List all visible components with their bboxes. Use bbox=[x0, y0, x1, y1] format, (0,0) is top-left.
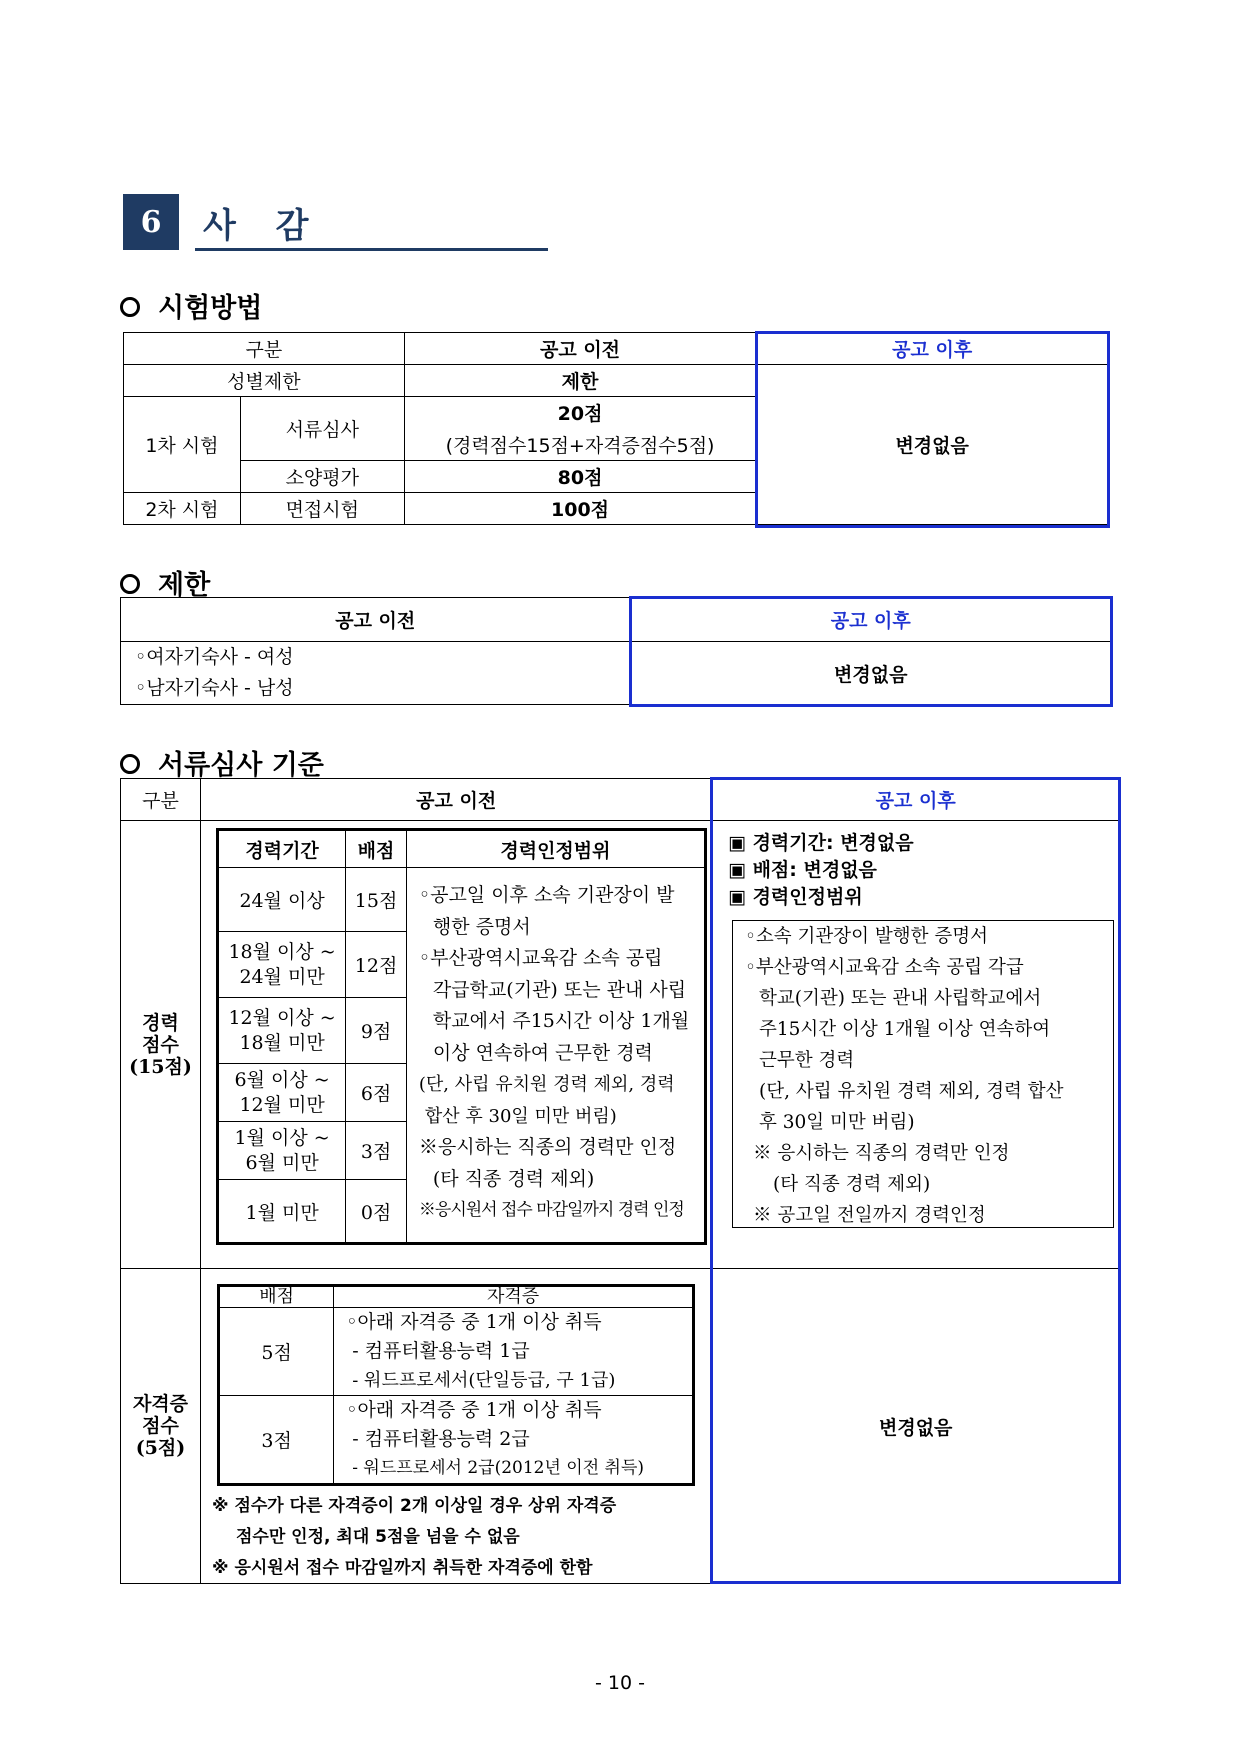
heading-text: 제한 bbox=[158, 570, 211, 601]
heading-text: 시험방법 bbox=[158, 293, 263, 324]
cert-after: 변경없음 bbox=[712, 1269, 1120, 1584]
cert-note: 점수만 인정, 최대 5점을 넘을 수 없음 bbox=[236, 1527, 520, 1547]
after-box-line: (타 직종 경력 제외) bbox=[773, 1174, 931, 1195]
header-period: 경력기간 bbox=[218, 830, 346, 868]
heading-exam-method bbox=[120, 286, 262, 325]
header-before: 공고 이전 bbox=[121, 598, 630, 642]
cert-line: - 컴퓨터활용능력 2급 bbox=[352, 1428, 530, 1450]
after-box-line: ◦부산광역시교육감 소속 공립 각급 bbox=[745, 957, 1024, 978]
after-item: ▣ 배점: 변경없음 bbox=[728, 859, 877, 881]
header-category: 구분 bbox=[121, 779, 201, 821]
cert-score-cell: 3점 bbox=[219, 1396, 334, 1485]
section-number: 6 bbox=[123, 194, 179, 250]
after-box-line: 후 30일 미만 버림) bbox=[759, 1112, 915, 1133]
scope-line: (단, 사립 유치원 경력 제외, 경력 bbox=[418, 1074, 675, 1095]
career-score-label bbox=[121, 821, 201, 1269]
header-after: 공고 이후 bbox=[756, 333, 1109, 365]
scope-line: ◦공고일 이후 소속 기관장이 발 bbox=[418, 884, 675, 906]
value-interview: 100점 bbox=[404, 493, 756, 525]
period-cell: 1월 미만 bbox=[218, 1180, 346, 1244]
header-after: 공고 이후 bbox=[712, 779, 1120, 821]
header-score: 배점 bbox=[346, 830, 407, 868]
header-score: 배점 bbox=[219, 1286, 334, 1308]
score-cell: 12점 bbox=[346, 932, 407, 998]
section-underline bbox=[195, 248, 548, 251]
restriction-line-female: ◦여자기숙사 - 여성 bbox=[135, 646, 294, 668]
after-item: ▣ 경력인정범위 bbox=[728, 886, 863, 908]
restriction-before bbox=[121, 642, 630, 705]
career-label-line: 점수 bbox=[142, 1033, 179, 1056]
label-interview: 면접시험 bbox=[240, 493, 404, 525]
cert-notes bbox=[212, 1491, 616, 1584]
scope-line: ◦부산광역시교육감 소속 공립 bbox=[418, 947, 663, 969]
header-before: 공고 이전 bbox=[404, 333, 756, 365]
cert-line: ◦아래 자격증 중 1개 이상 취득 bbox=[346, 1311, 602, 1333]
cert-line: ◦아래 자격증 중 1개 이상 취득 bbox=[346, 1399, 602, 1421]
score-cell: 6점 bbox=[346, 1064, 407, 1122]
after-unchanged: 변경없음 bbox=[630, 642, 1112, 705]
header-before: 공고 이전 bbox=[200, 779, 711, 821]
restriction-table bbox=[120, 597, 1112, 705]
scope-line: 이상 연속하여 근무한 경력 bbox=[432, 1041, 653, 1064]
period-cell: 12월 이상 ~ 18월 미만 bbox=[218, 998, 346, 1064]
cert-line: - 워드프로세서 2급(2012년 이전 취득) bbox=[352, 1458, 645, 1478]
scope-line: ※응시하는 직종의 경력만 인정 bbox=[418, 1136, 677, 1158]
cert-line: - 워드프로세서(단일등급, 구 1급) bbox=[352, 1370, 616, 1391]
label-document-review: 서류심사 bbox=[240, 397, 404, 461]
period-cell: 24월 이상 bbox=[218, 868, 346, 932]
heading-text: 서류심사 기준 bbox=[158, 750, 324, 781]
cert-label-line: 점수 bbox=[142, 1415, 179, 1437]
cert-score-cell: 5점 bbox=[219, 1308, 334, 1396]
scope-line: 합산 후 30일 미만 버림) bbox=[424, 1105, 617, 1127]
career-after-items bbox=[728, 830, 914, 911]
value-document-review: 20점 bbox=[404, 397, 756, 429]
header-cert: 자격증 bbox=[334, 1286, 694, 1308]
score-cell: 9점 bbox=[346, 998, 407, 1064]
cert-table bbox=[217, 1284, 695, 1486]
label-aptitude: 소양평가 bbox=[240, 461, 404, 493]
cert-line: - 컴퓨터활용능력 1급 bbox=[352, 1340, 530, 1362]
after-unchanged: 변경없음 bbox=[756, 365, 1109, 525]
after-box-line: 학교(기관) 또는 관내 사립학교에서 bbox=[759, 988, 1042, 1009]
label-first-exam: 1차 시험 bbox=[124, 397, 241, 493]
restriction-line-male: ◦남자기숙사 - 남성 bbox=[135, 677, 294, 699]
heading-document-criteria bbox=[120, 743, 324, 782]
header-after: 공고 이후 bbox=[630, 598, 1112, 642]
value-document-review-detail: (경력점수15점+자격증점수5점) bbox=[404, 429, 756, 461]
scope-line: 각급학교(기관) 또는 관내 사립 bbox=[432, 978, 687, 1001]
scope-line: 행한 증명서 bbox=[432, 915, 531, 938]
score-cell: 15점 bbox=[346, 868, 407, 932]
career-after-box bbox=[732, 920, 1114, 1228]
career-period-table bbox=[216, 828, 707, 1245]
value-gender-limit: 제한 bbox=[404, 365, 756, 397]
cert-note: ※ 응시원서 접수 마감일까지 취득한 자격증에 한함 bbox=[212, 1558, 593, 1578]
period-cell: 18월 이상 ~ 24월 미만 bbox=[218, 932, 346, 998]
cert-label-line: 자격증 bbox=[132, 1393, 188, 1415]
value-aptitude: 80점 bbox=[404, 461, 756, 493]
cert-desc-cell bbox=[334, 1396, 694, 1485]
after-box-line: ※ 공고일 전일까지 경력인정 bbox=[753, 1205, 986, 1226]
section-title: 사 감 bbox=[203, 206, 323, 246]
period-cell: 1월 이상 ~ 6월 미만 bbox=[218, 1122, 346, 1180]
circle-bullet-icon bbox=[120, 754, 140, 774]
after-box-line: ※ 응시하는 직종의 경력만 인정 bbox=[753, 1143, 1010, 1164]
score-cell: 3점 bbox=[346, 1122, 407, 1180]
header-category: 구분 bbox=[124, 333, 405, 365]
header-scope: 경력인정범위 bbox=[406, 830, 705, 868]
page-number: - 10 - bbox=[595, 1672, 645, 1694]
cert-score-label bbox=[121, 1269, 201, 1584]
period-cell: 6월 이상 ~ 12월 미만 bbox=[218, 1064, 346, 1122]
label-second-exam: 2차 시험 bbox=[124, 493, 241, 525]
after-box-line: (단, 사립 유치원 경력 제외, 경력 합산 bbox=[759, 1081, 1064, 1102]
exam-method-table bbox=[123, 332, 1109, 525]
scope-line: (타 직종 경력 제외) bbox=[432, 1167, 595, 1190]
career-label-line: 경력 bbox=[142, 1011, 179, 1034]
score-cell: 0점 bbox=[346, 1180, 407, 1244]
after-box-line: ◦소속 기관장이 발행한 증명서 bbox=[745, 926, 989, 947]
circle-bullet-icon bbox=[120, 574, 140, 594]
cert-label-line: (5점) bbox=[135, 1437, 186, 1459]
cert-note: ※ 점수가 다른 자격증이 2개 이상일 경우 상위 자격증 bbox=[212, 1496, 617, 1516]
label-gender-limit: 성별제한 bbox=[124, 365, 405, 397]
after-box-line: 근무한 경력 bbox=[759, 1050, 855, 1071]
scope-line: ※응시원서 접수 마감일까지 경력 인정 bbox=[418, 1200, 684, 1220]
career-label-line: (15점) bbox=[129, 1055, 192, 1078]
circle-bullet-icon bbox=[120, 297, 140, 317]
cert-desc-cell bbox=[334, 1308, 694, 1396]
career-scope-cell bbox=[406, 868, 705, 1244]
after-item: ▣ 경력기간: 변경없음 bbox=[728, 832, 914, 854]
scope-line: 학교에서 주15시간 이상 1개월 bbox=[432, 1010, 690, 1032]
after-box-line: 주15시간 이상 1개월 이상 연속하여 bbox=[759, 1019, 1051, 1040]
